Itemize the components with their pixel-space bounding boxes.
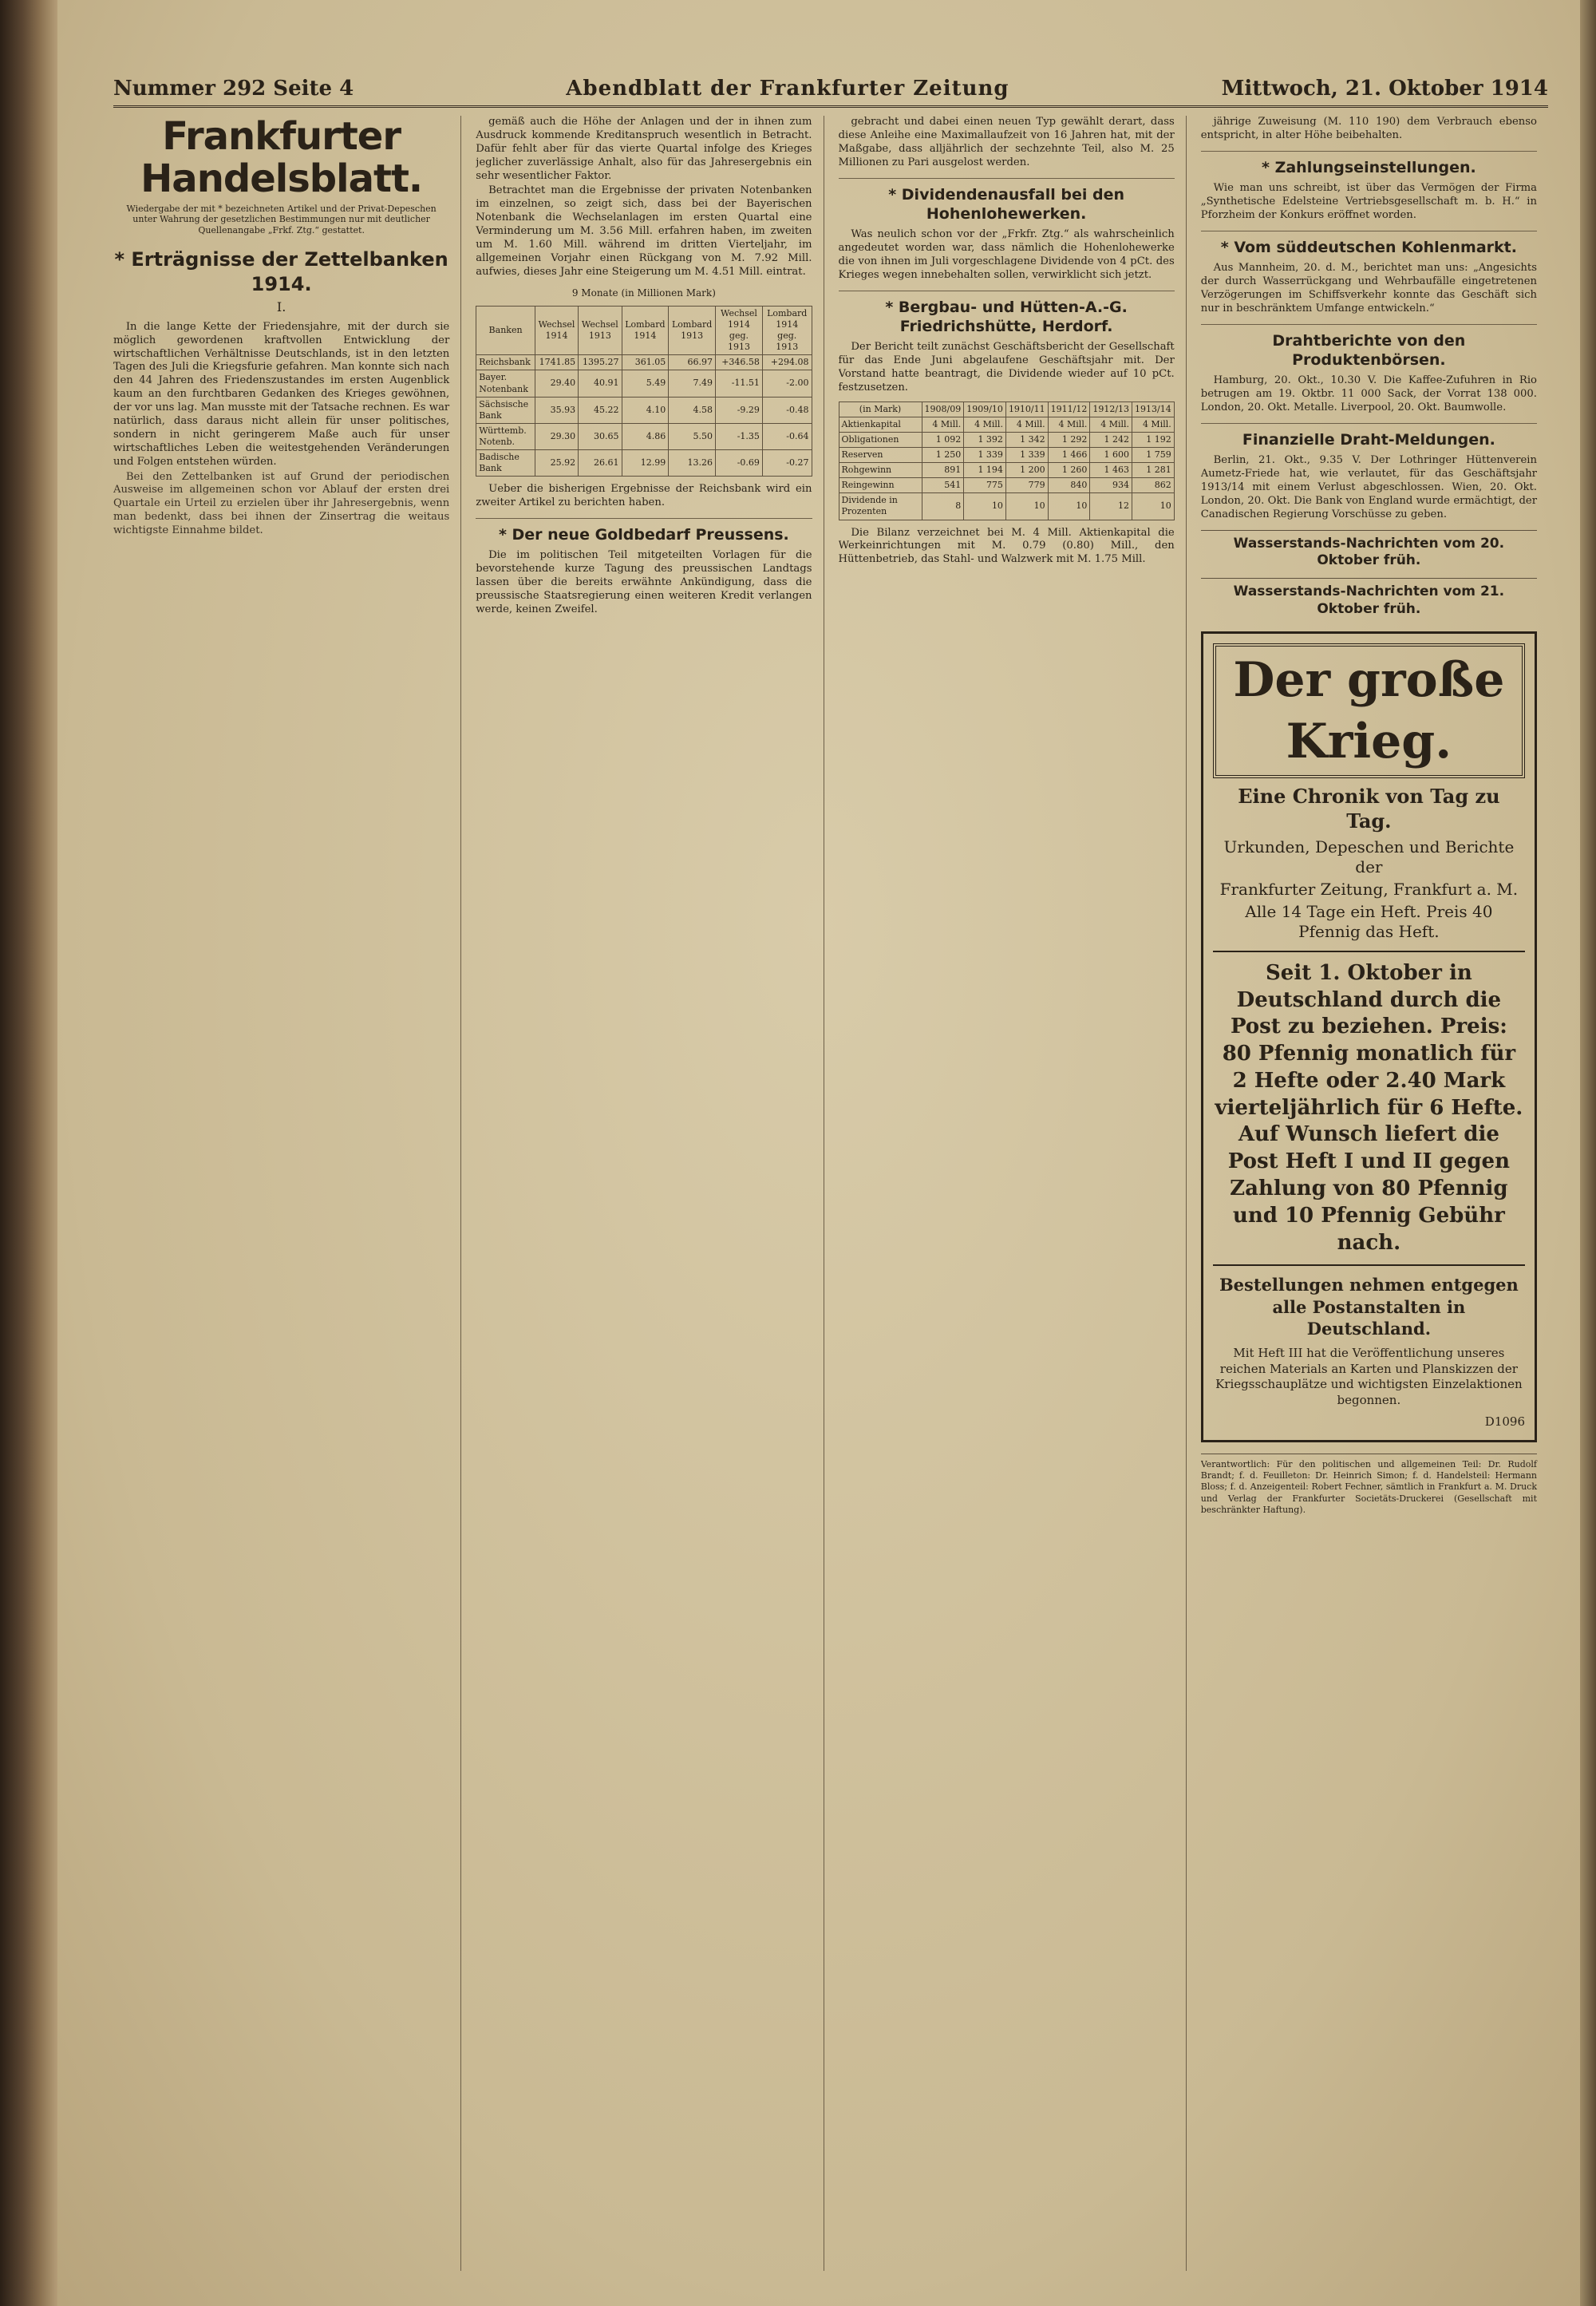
table-cell: 4 Mill. bbox=[1048, 417, 1090, 433]
water-level-heading: Wasserstands-Nachrichten vom 20. Oktober früh. bbox=[1201, 530, 1537, 571]
column-2 bbox=[476, 116, 824, 2271]
table-cell: 1 092 bbox=[922, 433, 964, 448]
table-header-cell: 1908/09 bbox=[922, 401, 964, 417]
table-cell: Reserven bbox=[839, 448, 922, 463]
table-cell: Reichsbank bbox=[476, 355, 535, 370]
table-cell: 10 bbox=[1132, 493, 1175, 520]
ad-note: Mit Heft III hat die Veröffentlichung unseres reichen Materials an Karten und Planskizzen der Kriegsschauplätze und wichtigsten Einzelaktionen begonnen. bbox=[1215, 1346, 1523, 1407]
article-paragraph: Bei den Zettelbanken ist auf Grund der periodischen Ausweise im allgemeinen schon vor Ablauf der ersten drei Quartale ein Urteil zu erzielen über ihr Jahresergebnis, wenn man bedenkt, dass bei ihnen der Zinsertrag die weitaus wichtigste Einnahme bildet. bbox=[113, 470, 450, 537]
masthead bbox=[113, 77, 1548, 108]
table-cell: 1 192 bbox=[1132, 433, 1175, 448]
table-row bbox=[476, 355, 812, 370]
article-paragraph: gemäß auch die Höhe der Anlagen und der in ihnen zum Ausdruck kommende Kreditanspruch wesentlich in Betracht. Dafür fehlt aber für das vierte Quartal infolge des Krieges jeglicher zuverlässige Anhalt, also für das Jahresergebnis ein sehr wesentlicher Faktor. bbox=[476, 116, 812, 182]
newspaper-title: Abendblatt der Frankfurter Zeitung bbox=[566, 77, 1009, 101]
table-header-cell: 1911/12 bbox=[1048, 401, 1090, 417]
table-cell: 1 250 bbox=[922, 448, 964, 463]
article-paragraph: Betrachtet man die Ergebnisse der privaten Notenbanken im einzelnen, so zeigt sich, dass bei der Bayerischen Notenbank die Wechselanlagen im ersten Quartal eine Verminderung um M. 3.56 Mill. erfahren haben, im zweiten um M. 1.60 Mill. während im dritten Vierteljahr, im allgemeinen Vorjahr einen Rückgang von M. 7.92 Mill. aufwies, dieses Jahr eine Steigerung um M. 4.51 Mill. eintrat. bbox=[476, 184, 812, 278]
table-cell: 934 bbox=[1090, 478, 1132, 493]
table-cell: 10 bbox=[964, 493, 1006, 520]
table-cell: 1 339 bbox=[1005, 448, 1048, 463]
newspaper-page bbox=[57, 0, 1580, 2306]
ad-subtitle: Eine Chronik von Tag zu Tag. bbox=[1238, 785, 1500, 833]
table-cell: 4.10 bbox=[622, 397, 669, 423]
article-section-number: I. bbox=[276, 299, 286, 315]
table-header-cell: (in Mark) bbox=[839, 401, 922, 417]
article-paragraph: Der Bericht teilt zunächst Geschäftsbericht der Gesellschaft für das Ende Juni abgelaufene Geschäftsjahr mit. Der Vorstand hatte beantragt, die Dividende wieder auf 10 pCt. festzusetzen. bbox=[838, 341, 1175, 394]
table-header-cell: 1910/11 bbox=[1005, 401, 1048, 417]
table-cell: 4 Mill. bbox=[922, 417, 964, 433]
article-heading: * Zahlungseinstellungen. bbox=[1201, 151, 1537, 177]
column-1 bbox=[113, 116, 461, 2271]
table-header-cell: Wechsel 1914 geg. 1913 bbox=[716, 307, 763, 355]
company-table bbox=[839, 401, 1175, 520]
section-heading: Drahtberichte von den Produktenbörsen. bbox=[1201, 324, 1537, 370]
table-cell: 1 242 bbox=[1090, 433, 1132, 448]
book-binding bbox=[0, 0, 57, 2306]
table-cell: Rohgewinn bbox=[839, 463, 922, 478]
table-header-cell: Lombard 1913 bbox=[669, 307, 716, 355]
table-cell: 10 bbox=[1005, 493, 1048, 520]
table-header-cell: Wechsel 1914 bbox=[535, 307, 578, 355]
table-row bbox=[476, 423, 812, 449]
table-cell: 5.50 bbox=[669, 423, 716, 449]
table-cell: 4 Mill. bbox=[1005, 417, 1048, 433]
table-cell: -9.29 bbox=[716, 397, 763, 423]
table-row bbox=[839, 433, 1174, 448]
table-cell: 1 339 bbox=[964, 448, 1006, 463]
table-cell: 35.93 bbox=[535, 397, 578, 423]
table-cell: 5.49 bbox=[622, 370, 669, 397]
table-cell: -1.35 bbox=[716, 423, 763, 449]
ad-offer: Seit 1. Oktober in Deutschland durch die Post zu beziehen. Preis: 80 Pfennig monatlich für 2 Hefte oder 2.40 Mark vierteljährlich für 6 Hefte. Auf Wunsch liefert die Post Heft I und II gegen Zahlung von 80 Pfennig und 10 Pfennig Gebühr nach. bbox=[1213, 951, 1525, 1257]
table-cell: 13.26 bbox=[669, 449, 716, 476]
column-4 bbox=[1201, 116, 1548, 2271]
table-header-cell: Lombard 1914 bbox=[622, 307, 669, 355]
article-paragraph: Was neulich schon vor der „Frkfr. Ztg.“ als wahrscheinlich angedeutet worden war, dass nämlich die Hohenlohewerke die von ihnen im Juli vorgeschlagene Dividende von 4 pCt. des Krieges wegen innebehalten sollen, verwirklicht sich jetzt. bbox=[838, 228, 1175, 281]
ad-order: Bestellungen nehmen entgegen alle Postanstalten in Deutschland. bbox=[1213, 1264, 1525, 1339]
table-cell: 862 bbox=[1132, 478, 1175, 493]
columns bbox=[113, 116, 1548, 2271]
table-header-cell: 1912/13 bbox=[1090, 401, 1132, 417]
section-heading: Finanzielle Draht-Meldungen. bbox=[1201, 423, 1537, 449]
table-cell: Sächsische Bank bbox=[476, 397, 535, 423]
article-paragraph: Aus Mannheim, 20. d. M., berichtet man uns: „Angesichts der durch Wasserrückgang und Wehrbaufälle eingetretenen Verzögerungen im Schiffsverkehr konnte das Geschäft sich nur in beschränktem Umfange entwickeln.“ bbox=[1200, 262, 1537, 314]
article-paragraph: Die im politischen Teil mitgeteilten Vorlagen für die bevorstehende kurze Tagung des preussischen Landtags lassen über die bereits erwähnte Ankündigung, dass die preussische Staatsregierung einen weiteren Kredit verlangen werde, keinen Zweifel. bbox=[476, 549, 812, 615]
article-paragraph: Berlin, 21. Okt., 9.35 V. Der Lothringer Hüttenverein Aumetz-Friede hat, wie verlautet, für das Geschäftsjahr 1913/14 mit einem Verlust abgeschlossen. Wien, 20. Okt. London, 20. Okt. Die Bank von England wurde ermächtigt, der Canadischen Regierung Vorschüsse zu geben. bbox=[1200, 454, 1537, 520]
table-cell: 25.92 bbox=[535, 449, 578, 476]
table-row bbox=[839, 493, 1174, 520]
table-cell: -0.48 bbox=[762, 397, 812, 423]
section-title: Frankfurter Handelsblatt. bbox=[140, 116, 423, 201]
article-paragraph: In die lange Kette der Friedensjahre, mit der durch sie möglich gewordenen kraftvollen Entwicklung der wirtschaftlichen Verhältnisse Deutschlands, ist in den letzten Tagen des Juli die Kriegsfurie gefahren. Man konnte sich nach den 44 Jahren des Friedenszustandes im ersten Augenblick kaum an den furchtbaren Gedanken des Krieges gewöhnen, der vor uns lag. Man musste mit der Tatsache rechnen. Es war natürlich, dass daraus nicht allein für unser politisches, sondern in nicht geringerem Maße auch für unser wirtschaftliches Leben die weitestgehenden Veränderungen und Folgen entstehen würden. bbox=[113, 320, 450, 468]
table-cell: 1 342 bbox=[1005, 433, 1048, 448]
column-3 bbox=[839, 116, 1187, 2271]
table-cell: 1 292 bbox=[1048, 433, 1090, 448]
table-header-cell: Banken bbox=[476, 307, 535, 355]
table-row bbox=[476, 397, 812, 423]
table-cell: 541 bbox=[922, 478, 964, 493]
table-cell: 1 466 bbox=[1048, 448, 1090, 463]
table-row bbox=[476, 449, 812, 476]
table-cell: +346.58 bbox=[716, 355, 763, 370]
table-header-cell: 1913/14 bbox=[1132, 401, 1175, 417]
ad-line: Frankfurter Zeitung, Frankfurt a. M. bbox=[1219, 879, 1519, 899]
table-cell: 30.65 bbox=[579, 423, 622, 449]
table-cell: Dividende in Prozenten bbox=[839, 493, 922, 520]
article-heading: * Erträgnisse der Zettelbanken 1914. bbox=[114, 247, 448, 295]
table-header-cell: Wechsel 1913 bbox=[579, 307, 622, 355]
ad-code: D1096 bbox=[1484, 1414, 1525, 1430]
advertisement bbox=[1201, 631, 1537, 1442]
table-cell: Bayer. Notenbank bbox=[476, 370, 535, 397]
table-cell: -0.69 bbox=[716, 449, 763, 476]
table-row bbox=[839, 448, 1174, 463]
table-row bbox=[839, 417, 1174, 433]
table-cell: 1 759 bbox=[1132, 448, 1175, 463]
table-cell: Württemb. Notenb. bbox=[476, 423, 535, 449]
article-paragraph: Wie man uns schreibt, ist über das Vermögen der Firma „Synthetische Edelsteine Vertriebsgesellschaft m. b. H.“ in Pforzheim der Konkurs eröffnet worden. bbox=[1200, 182, 1537, 221]
table-cell: 891 bbox=[922, 463, 964, 478]
table-cell: 45.22 bbox=[579, 397, 622, 423]
article-heading: * Dividendenausfall bei den Hohenlohewerken. bbox=[839, 178, 1175, 224]
table-cell: Badische Bank bbox=[476, 449, 535, 476]
article-paragraph: Ueber die bisherigen Ergebnisse der Reichsbank wird ein zweiter Artikel zu berichten haben. bbox=[476, 483, 812, 508]
table-cell: 12 bbox=[1090, 493, 1132, 520]
table-cell: 26.61 bbox=[579, 449, 622, 476]
table-cell: 29.40 bbox=[535, 370, 578, 397]
table-cell: -11.51 bbox=[716, 370, 763, 397]
table-header-cell: Lombard 1914 geg. 1913 bbox=[762, 307, 812, 355]
table-cell: 1 260 bbox=[1048, 463, 1090, 478]
table-cell: Aktienkapital bbox=[839, 417, 922, 433]
issue-number: Nummer 292 Seite 4 bbox=[113, 77, 354, 101]
table-cell: -0.27 bbox=[762, 449, 812, 476]
article-paragraph: jährige Zuweisung (M. 110 190) dem Verbrauch ebenso entspricht, in alter Höhe beibehalten. bbox=[1200, 116, 1537, 141]
article-paragraph: Die Bilanz verzeichnet bei M. 4 Mill. Aktienkapital die Werkeinrichtungen mit M. 0.79 (0.80) Mill., den Hüttenbetrieb, das Stahl- und Walzwerk mit M. 1.75 Mill. bbox=[838, 526, 1175, 566]
table-cell: 4 Mill. bbox=[1090, 417, 1132, 433]
bank-table bbox=[476, 306, 812, 477]
article-paragraph: Hamburg, 20. Okt., 10.30 V. Die Kaffee-Zufuhren in Rio betrugen am 19. Oktbr. 11 000 Sack, der Vorrat 138 000. London, 20. Okt. Metalle. Liverpool, 20. Okt. Baumwolle. bbox=[1200, 374, 1537, 414]
page-edge bbox=[1580, 0, 1596, 2306]
table-cell: 1 392 bbox=[964, 433, 1006, 448]
table-cell: 1 600 bbox=[1090, 448, 1132, 463]
table-cell: 4 Mill. bbox=[964, 417, 1006, 433]
table-cell: 1395.27 bbox=[579, 355, 622, 370]
table-cell: -0.64 bbox=[762, 423, 812, 449]
table-cell: 4.86 bbox=[622, 423, 669, 449]
table-cell: 10 bbox=[1048, 493, 1090, 520]
ad-title: Der große Krieg. bbox=[1213, 643, 1525, 779]
article-heading: * Bergbau- und Hütten-A.-G. Friedrichshütte, Herdorf. bbox=[839, 291, 1175, 337]
table-cell: 779 bbox=[1005, 478, 1048, 493]
table-caption: 9 Monate (in Millionen Mark) bbox=[571, 287, 716, 299]
article-heading: * Vom süddeutschen Kohlenmarkt. bbox=[1201, 231, 1537, 257]
table-cell: 8 bbox=[922, 493, 964, 520]
copyright-note: Wiedergabe der mit * bezeichneten Artikel und der Privat-Depeschen unter Wahrung der gesetzlichen Bestimmungen nur mit deutlicher Quellenangabe „Frkf. Ztg.“ gestattet. bbox=[126, 203, 437, 236]
table-cell: 66.97 bbox=[669, 355, 716, 370]
table-cell: 1 200 bbox=[1005, 463, 1048, 478]
table-row bbox=[839, 478, 1174, 493]
table-cell: 1741.85 bbox=[535, 355, 578, 370]
table-cell: +294.08 bbox=[762, 355, 812, 370]
table-cell: -2.00 bbox=[762, 370, 812, 397]
table-cell: 361.05 bbox=[622, 355, 669, 370]
table-cell: 7.49 bbox=[669, 370, 716, 397]
table-cell: Obligationen bbox=[839, 433, 922, 448]
table-cell: 40.91 bbox=[579, 370, 622, 397]
article-heading: * Der neue Goldbedarf Preussens. bbox=[476, 518, 812, 544]
table-header-cell: 1909/10 bbox=[964, 401, 1006, 417]
table-row bbox=[839, 463, 1174, 478]
table-cell: 775 bbox=[964, 478, 1006, 493]
table-row bbox=[476, 370, 812, 397]
table-cell: 1 463 bbox=[1090, 463, 1132, 478]
table-cell: 29.30 bbox=[535, 423, 578, 449]
article-paragraph: gebracht und dabei einen neuen Typ gewählt derart, dass diese Anleihe eine Maximallaufzeit von 16 Jahren hat, mit der Maßgabe, dass alljährlich der sechzehnte Teil, also M. 25 Millionen zu Pari ausgelost werden. bbox=[838, 116, 1175, 168]
issue-date: Mittwoch, 21. Oktober 1914 bbox=[1221, 77, 1548, 101]
table-cell: 4.58 bbox=[669, 397, 716, 423]
table-cell: 1 194 bbox=[964, 463, 1006, 478]
imprint: Verantwortlich: Für den politischen und allgemeinen Teil: Dr. Rudolf Brandt; f. d. Feuilleton: Dr. Heinrich Simon; f. d. Handelsteil: Hermann Bloss; f. d. Anzeigenteil: Robert Fechner, sämtlich in Frankfurt a. M. Druck und Verlag der Frankfurter Societäts-Druckerei (Gesellschaft mit beschränkter Haftung). bbox=[1201, 1454, 1537, 1516]
ad-line: Alle 14 Tage ein Heft. Preis 40 Pfennig das Heft. bbox=[1245, 901, 1493, 942]
table-cell: 1 281 bbox=[1132, 463, 1175, 478]
table-cell: 840 bbox=[1048, 478, 1090, 493]
table-cell: Reingewinn bbox=[839, 478, 922, 493]
water-level-heading: Wasserstands-Nachrichten vom 21. Oktober früh. bbox=[1201, 578, 1537, 619]
table-cell: 4 Mill. bbox=[1132, 417, 1175, 433]
ad-line: Urkunden, Depeschen und Berichte der bbox=[1223, 837, 1515, 877]
table-cell: 12.99 bbox=[622, 449, 669, 476]
